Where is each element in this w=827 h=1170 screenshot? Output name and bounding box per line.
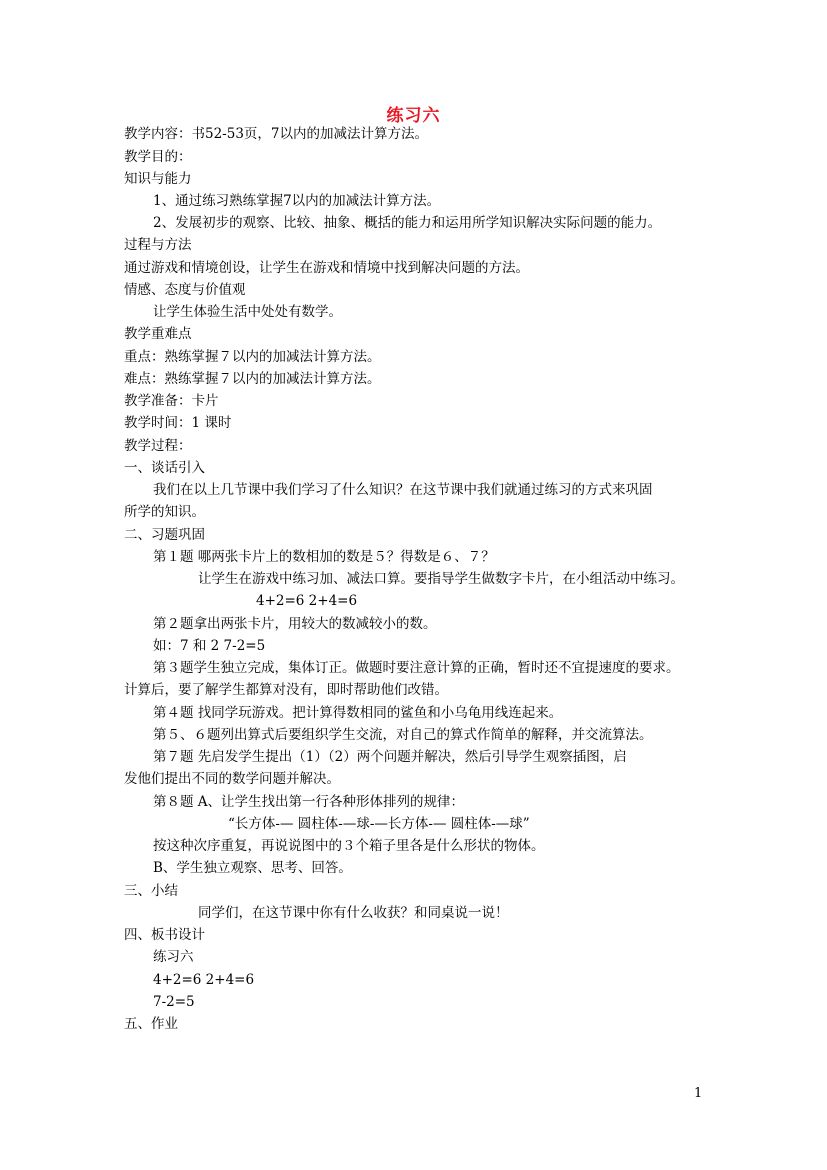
text-line: 第５、６题列出算式后要组织学生交流，对自己的算式作简单的解释，并交流算法。 xyxy=(153,727,653,743)
text-line: 1、通过练习熟练掌握7以内的加减法计算方法。 xyxy=(153,193,441,209)
text-line: 计算后，要了解学生都算对没有，即时帮助他们改错。 xyxy=(124,682,448,698)
document-title: 练习六 xyxy=(386,106,441,126)
text-line: 4+2=6 2+4=6 xyxy=(153,972,255,988)
text-line: 让学生体验生活中处处有数学。 xyxy=(153,304,342,320)
text-line: 教学准备：卡片 xyxy=(124,393,219,409)
text-line: 让学生在游戏中练习加、减法口算。要指导学生做数字卡片，在小组活动中练习。 xyxy=(198,571,684,587)
text-line: 情感、态度与价值观 xyxy=(124,282,246,298)
text-line: 教学目的： xyxy=(124,149,192,165)
text-line: 四、板书设计 xyxy=(124,927,205,943)
text-line: 二、习题巩固 xyxy=(124,527,205,543)
text-line: 2、发展初步的观察、比较、抽象、概括的能力和运用所学知识解决实际问题的能力。 xyxy=(153,215,662,231)
text-line: 第８题 A、让学生找出第一行各种形体排列的规律： xyxy=(153,794,465,810)
text-line: 一、谈话引入 xyxy=(124,460,205,476)
text-line: 教学过程： xyxy=(124,438,192,454)
text-line: 教学时间：1 课时 xyxy=(124,415,232,431)
text-line: 三、小结 xyxy=(124,883,178,899)
text-line: 第３题学生独立完成，集体订正。做题时要注意计算的正确，暂时还不宜提速度的要求。 xyxy=(153,660,680,676)
text-line: 4+2=6 2+4=6 xyxy=(256,593,358,609)
text-line: 同学们，在这节课中你有什么收获？和同桌说一说！ xyxy=(198,905,509,921)
text-line: 教学内容：书52-53页，7以内的加减法计算方法。 xyxy=(124,126,429,142)
text-line: 过程与方法 xyxy=(124,237,192,253)
text-line: 教学重难点 xyxy=(124,326,192,342)
text-line: 练习六 xyxy=(153,949,194,965)
text-line: 第１题 哪两张卡片上的数相加的数是５？得数是６、７？ xyxy=(153,549,495,565)
text-line: B、学生独立观察、思考、回答。 xyxy=(153,860,352,876)
text-line: 第７题 先启发学生提出（1）（2）两个问题并解决，然后引导学生观察插图，启 xyxy=(153,749,627,765)
text-line: 按这种次序重复，再说说图中的３个箱子里各是什么形状的物体。 xyxy=(153,838,545,854)
text-line: 第２题拿出两张卡片，用较大的数减较小的数。 xyxy=(153,616,437,632)
text-line: 所学的知识。 xyxy=(124,504,205,520)
text-line: 难点：熟练掌握７以内的加减法计算方法。 xyxy=(124,371,381,387)
text-line: 通过游戏和情境创设，让学生在游戏和情境中找到解决问题的方法。 xyxy=(124,260,529,276)
text-line: 我们在以上几节课中我们学习了什么知识？在这节课中我们就通过练习的方式来巩固 xyxy=(153,482,653,498)
text-line: 知识与能力 xyxy=(124,171,192,187)
text-line: 重点：熟练掌握７以内的加减法计算方法。 xyxy=(124,349,381,365)
page-number: 1 xyxy=(694,1086,703,1101)
text-line: 发他们提出不同的数学问题并解决。 xyxy=(124,771,340,787)
text-line: 第４题 找同学玩游戏。把计算得数相同的鲨鱼和小乌龟用线连起来。 xyxy=(153,705,563,721)
text-line: 如：7 和 2 7-2=5 xyxy=(153,638,266,654)
text-line: “长方体-— 圆柱体-—球-—长方体-— 圆柱体-—球” xyxy=(228,816,530,832)
text-line: 7-2=5 xyxy=(153,994,195,1010)
text-line: 五、作业 xyxy=(124,1016,178,1032)
